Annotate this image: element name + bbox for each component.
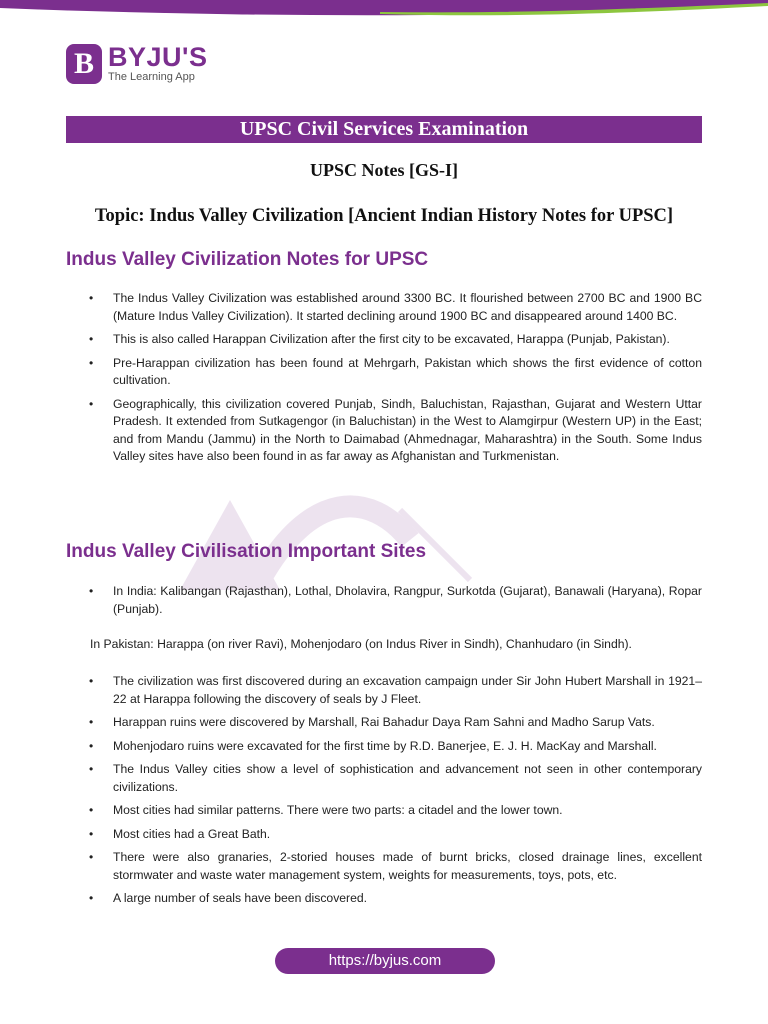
list-item: • Harappan ruins were discovered by Marshall, Rai Bahadur Daya Ram Sahni and Madho Sarup Vats. — [66, 714, 702, 732]
list-item: • Geographically, this civilization covered Punjab, Sindh, Baluchistan, Rajasthan, Gujarat and Western Uttar Pradesh. It extended from Sutkagengor (in Baluchistan) in the West to Alamgirpur (Western UP) in the East; and from Mandu (Jammu) in the North to Daimabad (Ahmednagar, Maharashtra) in the South. Some Indus Valley sites have also been found in as far away as Afghanistan and Turkmenistan. — [66, 396, 702, 466]
discovery-facts-list — [66, 673, 702, 914]
top-swoosh-decoration — [0, 0, 768, 26]
section-heading-notes: Indus Valley Civilization Notes for UPSC — [66, 249, 429, 270]
list-item: • There were also granaries, 2-storied houses made of burnt bricks, closed drainage lines, excellent stormwater and waste water management system, weights for measurements, toys, pots, etc. — [66, 849, 702, 884]
list-item: • Most cities had similar patterns. There were two parts: a citadel and the lower town. — [66, 802, 702, 820]
list-item: • The Indus Valley cities show a level of sophistication and advancement not seen in other contemporary civilizations. — [66, 761, 702, 796]
logo-mark-icon: B — [66, 44, 102, 84]
list-item: • Mohenjodaro ruins were excavated for the first time by R.D. Banerjee, E. J. H. MacKay and Marshall. — [66, 738, 702, 756]
topic-title: Topic: Indus Valley Civilization [Ancient Indian History Notes for UPSC] — [94, 206, 674, 226]
byjus-logo[interactable] — [66, 44, 207, 84]
list-item: • Most cities had a Great Bath. — [66, 826, 702, 844]
list-item: • This is also called Harappan Civilization after the first city to be excavated, Harappa (Punjab, Pakistan). — [66, 331, 702, 349]
notes-list — [66, 290, 702, 472]
logo-tagline: The Learning App — [108, 71, 195, 83]
section-heading-sites: Indus Valley Civilisation Important Sites — [66, 541, 427, 562]
list-item: • The Indus Valley Civilization was established around 3300 BC. It flourished between 2700 BC and 1900 BC (Mature Indus Valley Civilization). It started declining around 1900 BC and disappeared around 1400 BC. — [66, 290, 702, 325]
pakistan-sites-paragraph: In Pakistan: Harappa (on river Ravi), Mohenjodaro (on Indus River in Sindh), Chanhudaro (in Sindh). — [90, 637, 632, 651]
list-item: • Pre-Harappan civilization has been found at Mehrgarh, Pakistan which shows the first evidence of cotton cultivation. — [66, 355, 702, 390]
watermark-logo — [170, 480, 490, 600]
list-item: • A large number of seals have been discovered. — [66, 890, 702, 908]
footer-url-link[interactable]: https://byjus.com — [275, 948, 495, 974]
exam-banner: UPSC Civil Services Examination — [66, 116, 702, 143]
notes-subtitle: UPSC Notes [GS-I] — [310, 160, 458, 180]
list-item: • In India: Kalibangan (Rajasthan), Lothal, Dholavira, Rangpur, Surkotda (Gujarat), Banawali (Haryana), Ropar (Punjab). — [66, 583, 702, 618]
india-sites-list — [66, 583, 702, 624]
list-item: • The civilization was first discovered during an excavation campaign under Sir John Hubert Marshall in 1921–22 at Harappa following the discovery of seals by J Fleet. — [66, 673, 702, 708]
logo-brand-text: BYJU'S — [108, 42, 208, 72]
